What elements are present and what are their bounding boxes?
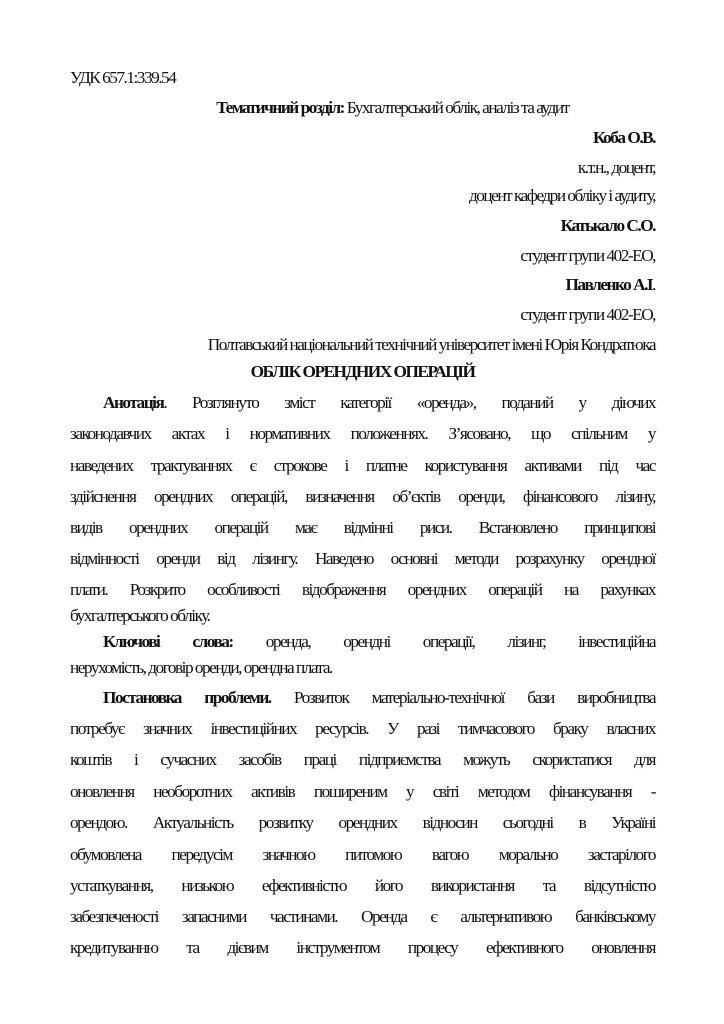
author-name-text: Павленко А.І	[565, 275, 653, 294]
problem-line: кредитуванню та дієвим інструментом процесу ефективного оновлення	[70, 938, 655, 957]
problem-line: забезпеченості запасними частинами. Оренда є альтернативою банківському	[70, 907, 655, 926]
abstract-line: плати. Розкрито особливості відображення орендних операцій на рахунках	[70, 580, 655, 599]
author-name-text: Коба О.В.	[592, 128, 655, 147]
abstract-label: Анотація	[103, 393, 164, 412]
author-name	[70, 275, 655, 295]
udc-code: УДК 657.1:339.54	[70, 68, 176, 87]
author-name-text: Катькало С.О.	[560, 216, 655, 235]
abstract-line	[103, 393, 655, 413]
author-group: студент групи 402-ЕО,	[520, 246, 655, 265]
author-degree: к.т.н., доцент,	[577, 158, 655, 177]
keywords-label: Ключові слова:	[103, 632, 233, 651]
abstract-text: . Розглянуто зміст категорії «оренда», поданий у діючих	[163, 393, 655, 412]
abstract-line: видів орендних операцій має відмінні риси. Встановлено принципові	[70, 518, 655, 537]
problem-line: оновлення необоротних активів поширеним у світі методом фінансування -	[70, 782, 655, 801]
article-title-text: ОБЛІК ОРЕНДНИХ ОПЕРАЦІЙ	[250, 362, 475, 381]
abstract-line: наведених трактуваннях є строкове і платне користування активами під час	[70, 456, 655, 475]
abstract-line: відмінності оренди від лізингу. Наведено основні методи розрахунку орендної	[70, 549, 655, 568]
article-title	[70, 362, 655, 382]
problem-line: потребує значних інвестиційних ресурсів. У разі тимчасового браку власних	[70, 719, 655, 738]
keywords-text: оренда, орендні операції, лізинг, інвестиційна	[265, 632, 655, 651]
author-group: студент групи 402-ЕО,	[520, 305, 655, 324]
author-name-suffix: .	[652, 275, 655, 294]
thematic-section	[100, 98, 685, 118]
problem-line: коштів і сучасних засобів праці підприємства можуть скористатися для	[70, 750, 655, 769]
section-label: Тематичний розділ:	[216, 98, 344, 117]
problem-line: орендою. Актуальність розвитку орендних відносин сьогодні в Україні	[70, 813, 655, 832]
problem-text: Розвиток матеріально-технічної бази виробництва	[270, 688, 655, 707]
institution: Полтавський національний технічний університет імені Юрія Кондратюка	[207, 335, 655, 354]
abstract-line: бухгалтерського обліку.	[70, 606, 210, 625]
abstract-line: законодавчих актах і нормативних положеннях. З’ясовано, що спільним у	[70, 424, 655, 443]
section-value: Бухгалтерський облік, аналіз та аудит	[343, 98, 569, 117]
problem-line: устаткування, низькою ефективністю його використання та відсутністю	[70, 876, 655, 895]
keywords-line	[103, 632, 655, 652]
keywords-line: нерухомість, договір оренди, орендна плата.	[70, 658, 332, 677]
problem-line	[103, 688, 655, 708]
author-name	[70, 128, 655, 148]
problem-label: Постановка проблеми.	[103, 688, 271, 707]
author-name	[70, 216, 655, 236]
author-position: доцент кафедри обліку і аудиту,	[468, 186, 655, 205]
problem-line: обумовлена передусім значною питомою вагою морально застарілого	[70, 845, 655, 864]
abstract-line: здійснення орендних операцій, визначення об’єктів оренди, фінансового лізину,	[70, 487, 655, 506]
